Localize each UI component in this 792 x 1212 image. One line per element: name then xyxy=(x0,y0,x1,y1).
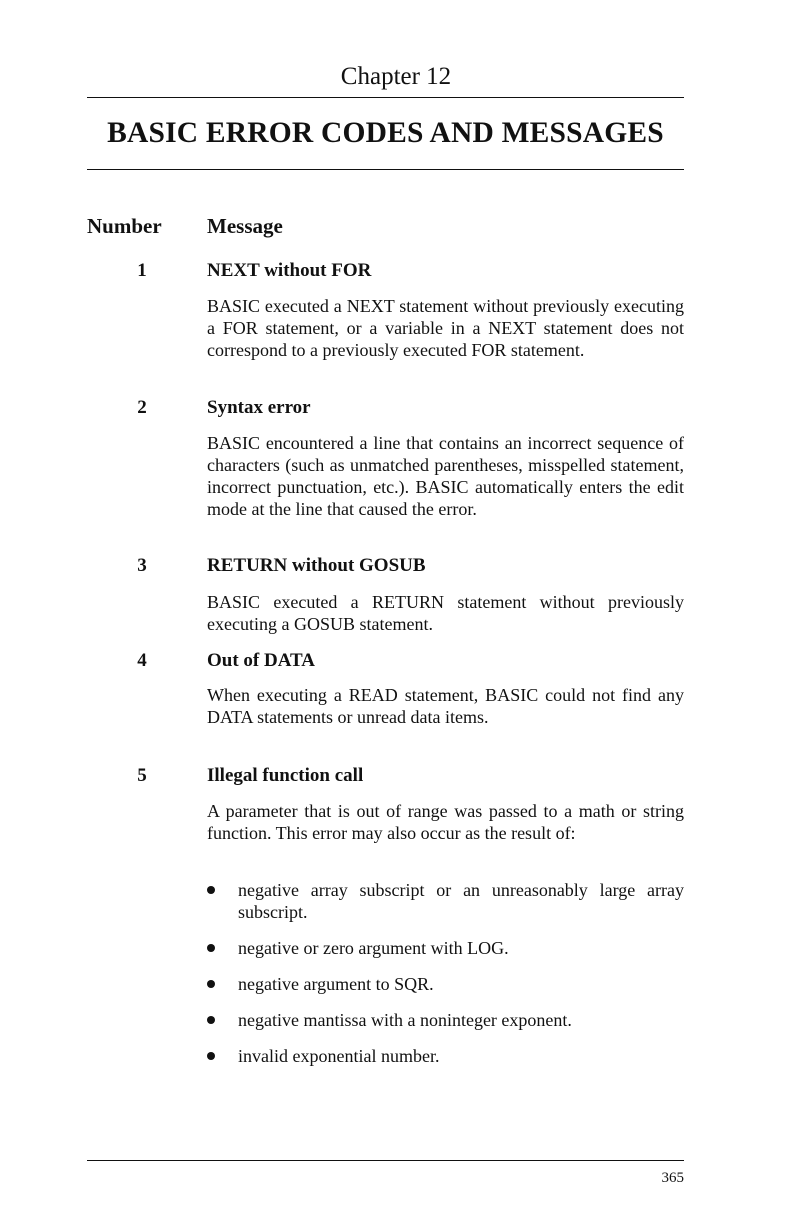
error-message: RETURN without GOSUB xyxy=(207,555,426,576)
bullet-text: negative array subscript or an unreasonably large array subscript. xyxy=(238,880,684,922)
bullet-text: negative argument to SQR. xyxy=(238,974,434,994)
error-number: 2 xyxy=(137,397,147,418)
error-message: Syntax error xyxy=(207,397,311,418)
bullet-text: negative or zero argument with LOG. xyxy=(238,938,509,958)
bullet-dot-icon xyxy=(207,1016,215,1024)
bullet-text: negative mantissa with a noninteger exponent. xyxy=(238,1010,572,1030)
bullet-dot-icon xyxy=(207,1052,215,1060)
bullet-dot-icon xyxy=(207,944,215,952)
error-message: NEXT without FOR xyxy=(207,260,372,281)
error-message: Illegal function call xyxy=(207,765,364,786)
bullet-text: invalid exponential number. xyxy=(238,1046,440,1066)
number-column-header: Number xyxy=(87,214,162,238)
error-number: 5 xyxy=(137,765,147,786)
error-description: BASIC executed a NEXT statement without previously executing a FOR statement, or a variable in a NEXT statement does not correspond to a previously executed FOR statement. xyxy=(207,296,684,360)
page-title: BASIC ERROR CODES AND MESSAGES xyxy=(107,117,664,149)
error-number: 3 xyxy=(137,555,147,576)
error-number: 1 xyxy=(137,260,147,281)
title-rule xyxy=(87,169,684,170)
footer-rule xyxy=(87,1160,684,1161)
error-description: A parameter that is out of range was passed to a math or string function. This error may also occur as the result of: xyxy=(207,801,684,843)
error-description: BASIC encountered a line that contains an incorrect sequence of characters (such as unmatched parentheses, misspelled statement, incorrect punctuation, etc.). BASIC automatically enters the edit mode at the line that caused the error. xyxy=(207,433,684,519)
page-number: 365 xyxy=(661,1170,684,1186)
bullet-dot-icon xyxy=(207,886,215,894)
error-number: 4 xyxy=(137,650,147,671)
error-description: BASIC executed a RETURN statement without previously executing a GOSUB statement. xyxy=(207,592,684,634)
bullet-dot-icon xyxy=(207,980,215,988)
header-rule xyxy=(87,97,684,98)
chapter-label: Chapter 12 xyxy=(340,63,452,90)
message-column-header: Message xyxy=(207,214,283,238)
error-message: Out of DATA xyxy=(207,650,316,671)
error-description: When executing a READ statement, BASIC could not find any DATA statements or unread data items. xyxy=(207,685,684,727)
